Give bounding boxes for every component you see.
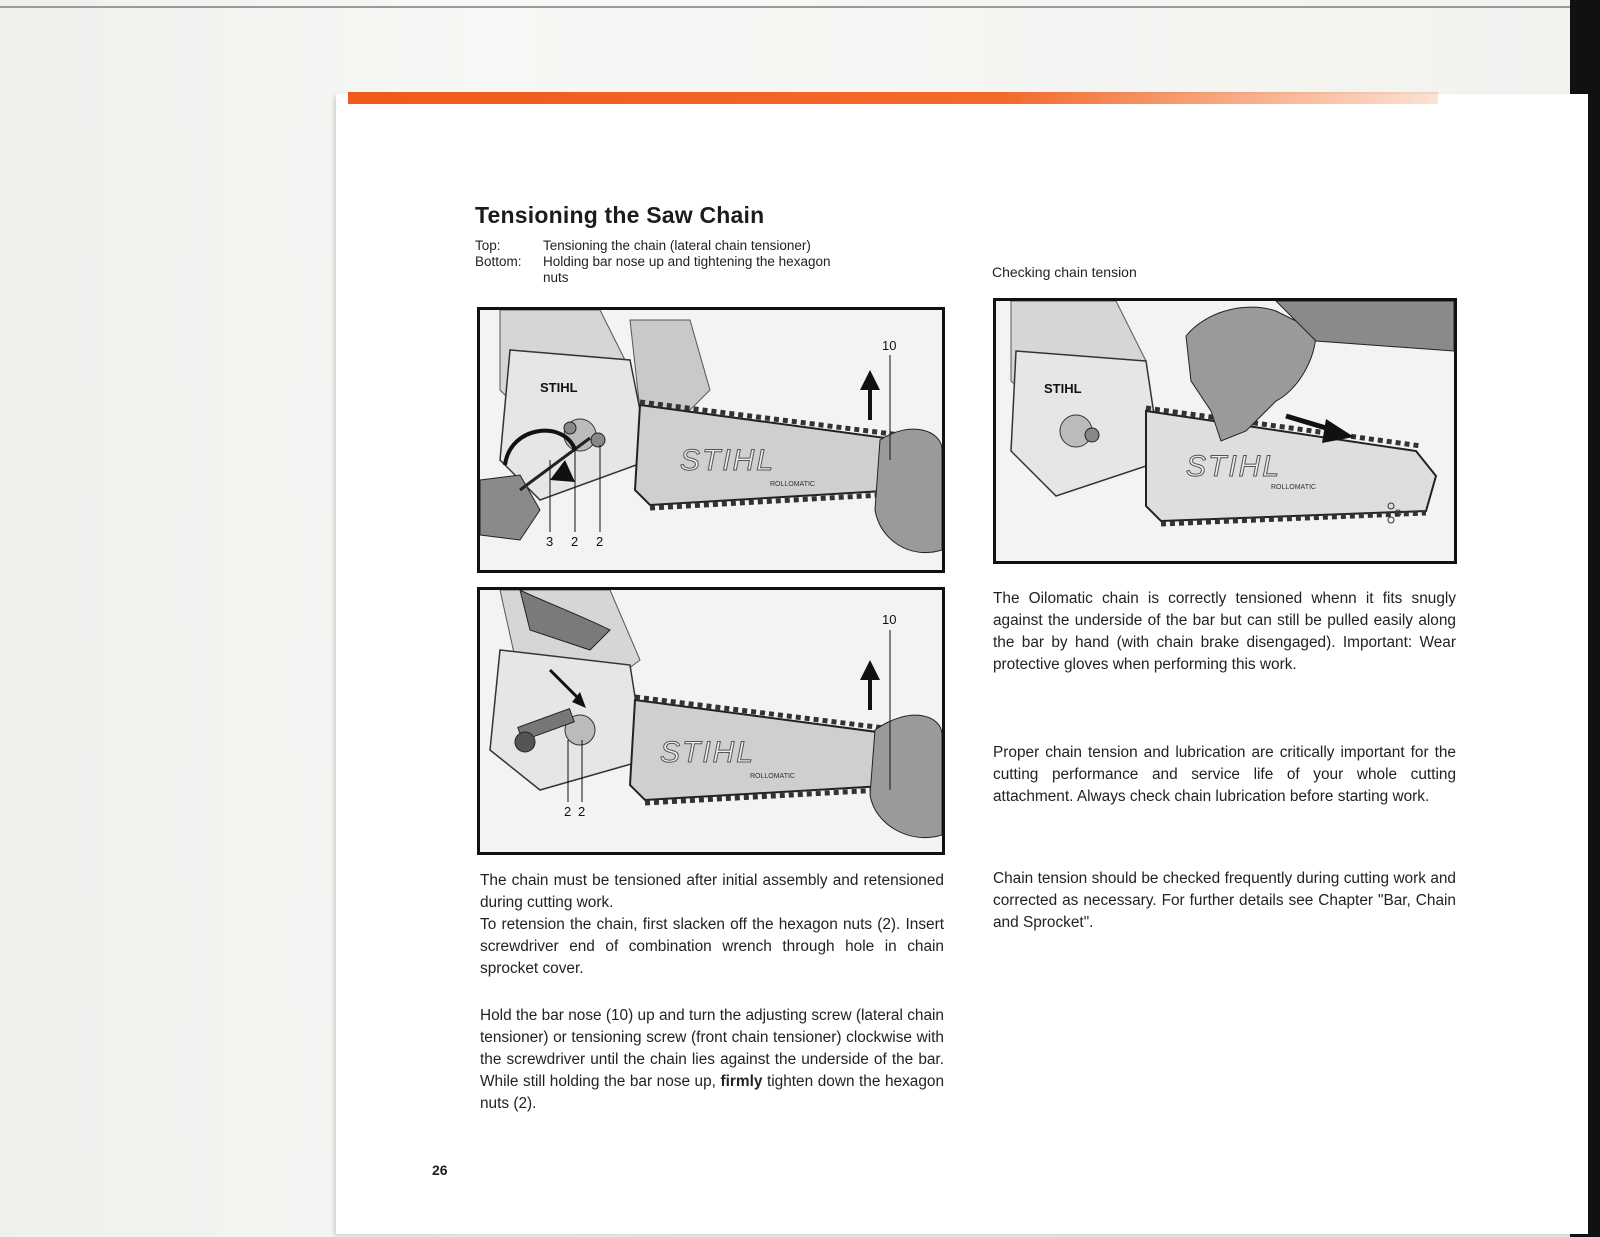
blade-sub-brand: ROLLOMATIC (770, 481, 815, 488)
left-paragraph-2: To retension the chain, first slacken off the hexagon nuts (2). Insert screwdriver end of combination wrench through hole in chain sprocket cover. (480, 916, 944, 977)
blade-brand: STIHL (660, 736, 756, 769)
blade-brand: STIHL (680, 444, 776, 477)
label-nut-a: 2 (564, 804, 572, 819)
right-paragraph-2: Proper chain tension and lubrication are critically important for the cutting performance and service life of your whole cutting attachment. Always check chain lubrication before starting work. (993, 744, 1456, 805)
right-caption: Checking chain tension (992, 264, 1137, 280)
label-nose: 10 (882, 612, 897, 627)
label-nose: 10 (882, 338, 897, 353)
left-paragraph-3-text: Hold the bar nose (10) up and turn the adjusting screw (lateral chain tensioner) or tensioning screw (front chain tensioner) clockwise with the screwdriver until the chain lies against the underside of the bar. While still holding the bar nose up, (480, 1007, 944, 1090)
figure-right-checking (993, 298, 1457, 564)
caption-key: Bottom: (475, 254, 522, 269)
figure-right-svg (996, 301, 1454, 561)
left-paragraph-3 (480, 1005, 944, 1115)
figure-top-svg (480, 310, 942, 570)
blade-sub-brand: ROLLOMATIC (750, 773, 795, 780)
caption-bottom (475, 254, 915, 290)
blade-sub-brand: ROLLOMATIC (1271, 484, 1316, 491)
cover-brand: STIHL (1044, 381, 1082, 396)
left-paragraph-3-end: tighten down the hexagon nuts (2). (480, 1073, 945, 1112)
label-screw: 3 (546, 534, 554, 549)
page-number: 26 (432, 1162, 448, 1178)
figure-top-tensioning (477, 307, 945, 573)
figure-bottom-tightening (477, 587, 945, 855)
header-color-band (348, 92, 1438, 104)
scan-top-edge (0, 6, 1570, 8)
caption-value: Holding bar nose up and tightening the hexagon nuts (543, 254, 831, 285)
page-title: Tensioning the Saw Chain (475, 202, 765, 228)
caption-value: Tensioning the chain (lateral chain tensioner) (543, 238, 811, 253)
left-paragraph-1: The chain must be tensioned after initial assembly and retensioned during cutting work. (480, 872, 944, 911)
figure-bottom-svg (480, 590, 942, 852)
right-paragraph-1: The Oilomatic chain is correctly tensioned whenn it fits snugly against the underside of the bar but can still be pulled easily along the bar by hand (with chain brake disengaged). Important: Wear protective gloves when performing this work. (993, 590, 1456, 673)
blade-brand: STIHL (1186, 450, 1282, 483)
right-paragraph-3: Chain tension should be checked frequently during cutting work and corrected as necessary. For further details see Chapter "Bar, Chain and Sprocket". (993, 870, 1456, 931)
label-nut-a: 2 (571, 534, 579, 549)
label-nut-b: 2 (578, 804, 586, 819)
cover-brand: STIHL (540, 380, 578, 395)
caption-key: Top: (475, 238, 501, 253)
label-nut-b: 2 (596, 534, 604, 549)
emphasis-firmly: firmly (720, 1073, 763, 1090)
